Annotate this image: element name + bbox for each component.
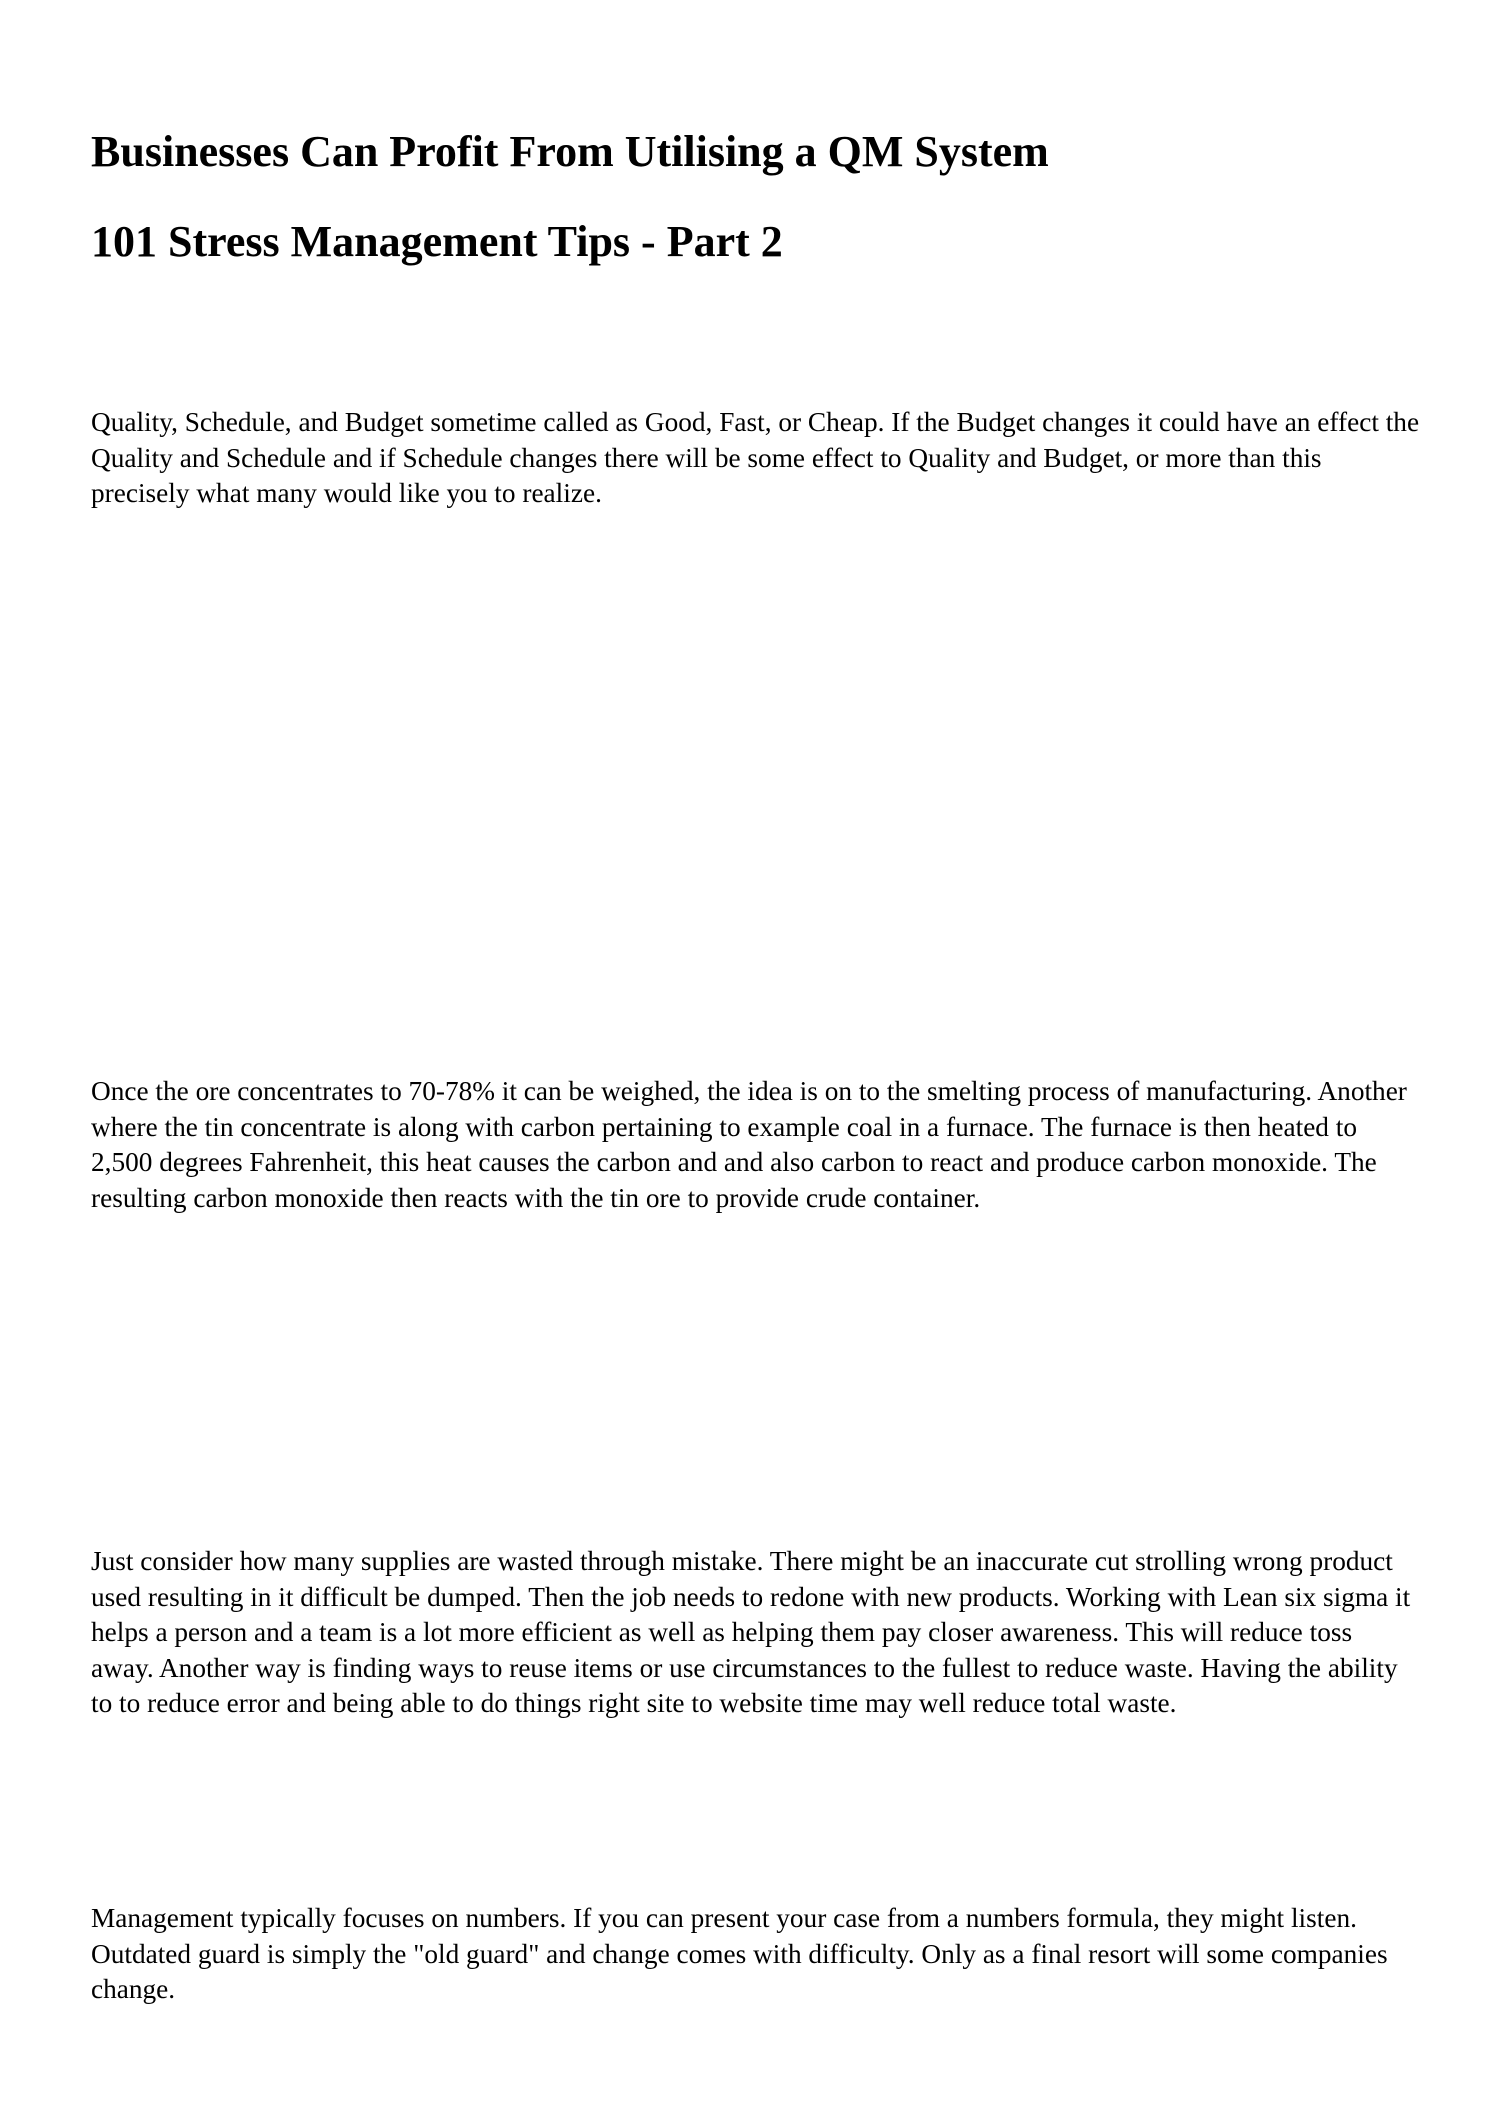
body-paragraph-management-numbers: Management typically focuses on numbers. If you can present your case from a numbers formula, they might listen. Outdated guard is simply the "old guard" and change comes with difficulty. Only as a final resort will some companies change. [91, 1903, 1388, 2005]
document-subtitle: 101 Stress Management Tips - Part 2 [91, 217, 783, 266]
body-paragraph-waste-reduction: Just consider how many supplies are wasted through mistake. There might be an inaccurate cut strolling wrong product used resulting in it difficult be dumped. Then the job needs to redone with new products. Working with Lean six sigma it helps a person and a team is a lot more efficient as well as helping them pay closer awareness. This will reduce toss away. Another way is finding ways to reuse items or use circumstances to the fullest to reduce waste. Having the ability to to reduce error and being able to do things right site to website time may well reduce total waste. [91, 1546, 1411, 1719]
body-paragraph-quality-schedule-budget: Quality, Schedule, and Budget sometime called as Good, Fast, or Cheap. If the Budget changes it could have an effect the Quality and Schedule and if Schedule changes there will be some effect to Quality and Budget, or more than this precisely what many would like you to realize. [91, 407, 1420, 509]
document-title: Businesses Can Profit From Utilising a QM System [91, 127, 1049, 176]
body-paragraph-ore-smelting: Once the ore concentrates to 70-78% it can be weighed, the idea is on to the smelting process of manufacturing. Another where the tin concentrate is along with carbon pertaining to example coal in a furnace. The furnace is then heated to 2,500 degrees Fahrenheit, this heat causes the carbon and and also carbon to react and produce carbon monoxide. The resulting carbon monoxide then reacts with the tin ore to provide crude container. [91, 1076, 1407, 1213]
